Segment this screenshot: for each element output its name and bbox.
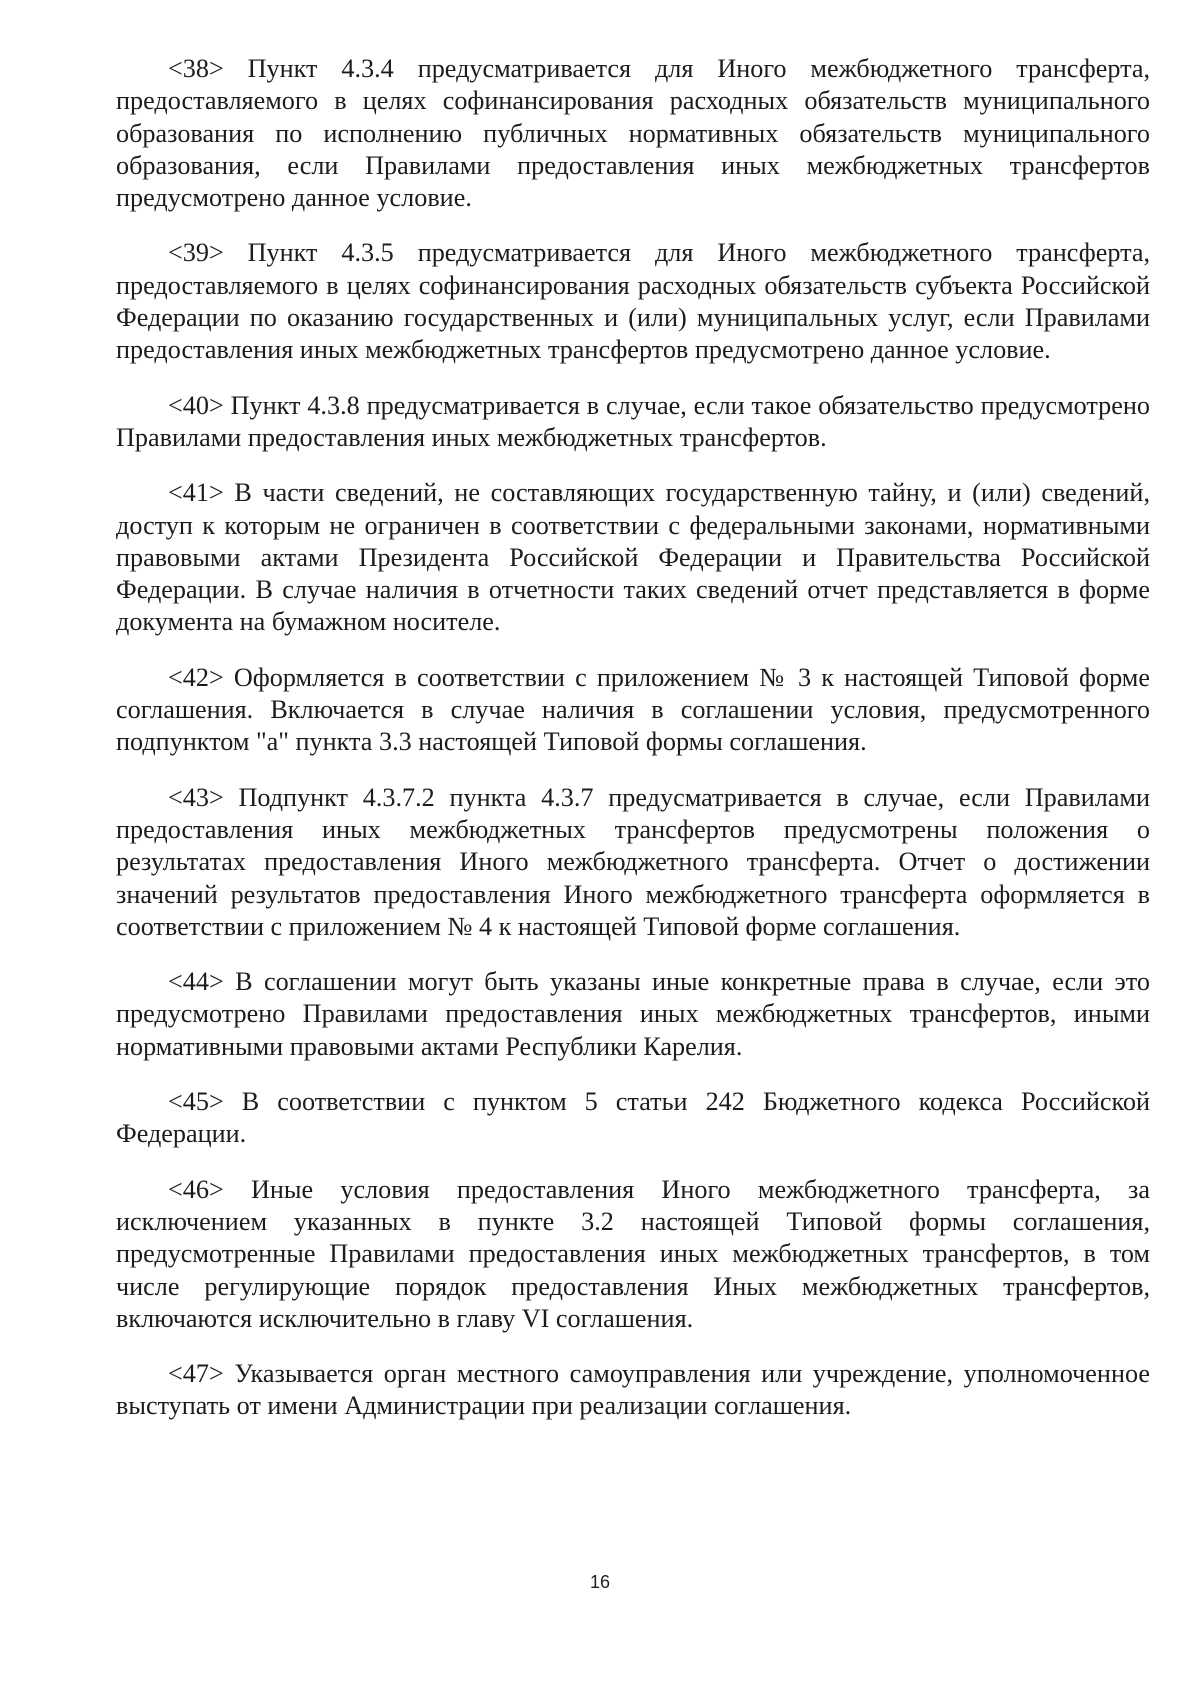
footnote-46: <46> Иные условия предоставления Иного межбюджетного трансферта, за исключением указанных в пункте 3.2 настоящей Типовой формы соглашения, предусмотренные Правилами предоставления иных межбюджетных трансфертов, в том числе регулирующие порядок предоставления Иных межбюджетных трансфертов, включаются исключительно в главу VI соглашения. [116, 1174, 1150, 1333]
footnote-45: <45> В соответствии с пунктом 5 статьи 242 Бюджетного кодекса Российской Федерации. [116, 1087, 1150, 1149]
footnote-43: <43> Подпункт 4.3.7.2 пункта 4.3.7 предусматривается в случае, если Правилами предоставления иных межбюджетных трансфертов предусмотрены положения о результатах предоставления Иного межбюджетного трансферта. Отчет о достижении значений результатов предоставления Иного межбюджетного трансферта оформляется в соответствии с приложением № 4 к настоящей Типовой форме соглашения. [116, 782, 1150, 941]
footnote-41: <41> В части сведений, не составляющих государственную тайну, и (или) сведений, доступ к которым не ограничен в соответствии с федеральными законами, нормативными правовыми актами Президента Российской Федерации и Правительства Российской Федерации. В случае наличия в отчетности таких сведений отчет представляется в форме документа на бумажном носителе. [116, 478, 1150, 637]
footnote-44: <44> В соглашении могут быть указаны иные конкретные права в случае, если это предусмотрено Правилами предоставления иных межбюджетных трансфертов, иными нормативными правовыми актами Республики Карелия. [116, 967, 1150, 1061]
page-number: 16 [589, 1572, 611, 1592]
footnote-47: <47> Указывается орган местного самоуправления или учреждение, уполномоченное выступать от имени Администрации при реализации соглашения. [116, 1359, 1150, 1421]
footnote-38: <38> Пункт 4.3.4 предусматривается для Иного межбюджетного трансферта, предоставляемого в целях софинансирования расходных обязательств муниципального образования по исполнению публичных нормативных обязательств муниципального образования, если Правилами предоставления иных межбюджетных трансфертов предусмотрено данное условие. [116, 54, 1150, 213]
footnote-42: <42> Оформляется в соответствии с приложением № 3 к настоящей Типовой форме соглашения. Включается в случае наличия в соглашении условия, предусмотренного подпунктом "а" пункта 3.3 настоящей Типовой формы соглашения. [116, 662, 1150, 757]
document-body [116, 53, 1150, 1446]
footnote-40: <40> Пункт 4.3.8 предусматривается в случае, если такое обязательство предусмотрено Правилами предоставления иных межбюджетных трансфертов. [116, 390, 1150, 452]
footnote-39: <39> Пункт 4.3.5 предусматривается для Иного межбюджетного трансферта, предоставляемого в целях софинансирования расходных обязательств субъекта Российской Федерации по оказанию государственных и (или) муниципальных услуг, если Правилами предоставления иных межбюджетных трансфертов предусмотрено данное условие. [116, 238, 1150, 365]
